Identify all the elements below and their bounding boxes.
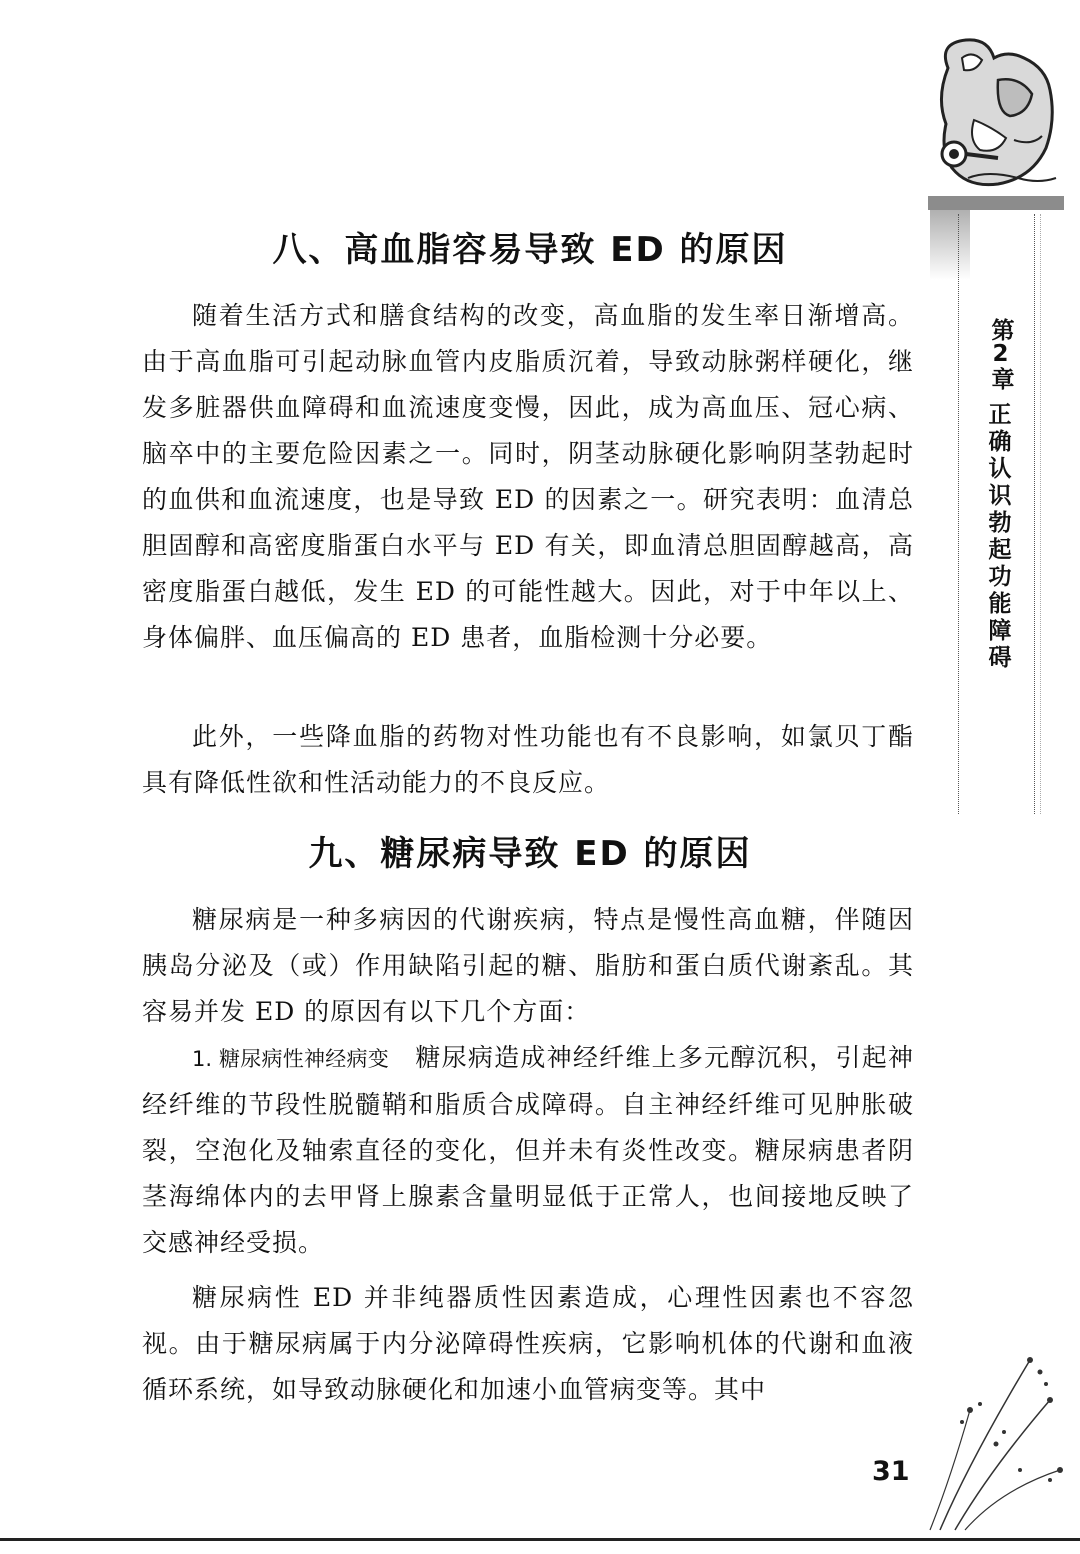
item-text: 糖尿病造成神经纤维上多元醇沉积，引起神经纤维的节段性脱髓鞘和脂质合成障碍。自主神经纤维可见肿胀破裂，空泡化及轴索直径的变化，但并未有炎性改变。糖尿病患者阴茎海绵体内的去甲肾上腺素含量明显低于正常人，也间接地反映了交感神经受损。	[142, 1043, 914, 1257]
chapter-side-tab	[978, 318, 1022, 672]
chapter-title-char: 障	[988, 618, 1012, 644]
item-label: 1. 糖尿病性神经病变	[192, 1047, 390, 1071]
chapter-number: 第2章	[987, 318, 1014, 390]
chapter-title-char: 勃	[988, 510, 1012, 536]
chapter-title-char: 确	[988, 429, 1012, 455]
tab-dotted-rule-left	[958, 214, 959, 814]
body-paragraph: 糖尿病是一种多病因的代谢疾病，特点是慢性高血糖，伴随因胰岛分泌及（或）作用缺陷引起的糖、脂肪和蛋白质代谢紊乱。其容易并发 ED 的原因有以下几个方面：	[142, 905, 914, 1026]
header-gray-fade	[930, 210, 970, 280]
chapter-title	[978, 402, 1022, 672]
muscle-figure-illustration	[928, 28, 1064, 198]
body-paragraph: 此外，一些降血脂的药物对性功能也有不良影响，如氯贝丁酯具有降低性欲和性活动能力的不良反应。	[142, 722, 914, 797]
body-paragraph: 随着生活方式和膳食结构的改变，高血脂的发生率日渐增高。由于高血脂可引起动脉血管内皮脂质沉着，导致动脉粥样硬化，继发多脏器供血障碍和血流速度变慢，因此，成为高血压、冠心病、脑卒中的主要危险因素之一。同时，阴茎动脉硬化影响阴茎勃起时的血供和血流速度，也是导致 ED 的因素之一。研究表明：血清总胆固醇和高密度脂蛋白水平与 ED 有关，即血清总胆固醇越高，高密度脂蛋白越低，发生 ED 的可能性越大。因此，对于中年以上、身体偏胖、血压偏高的 ED 患者，血脂检测十分必要。	[142, 301, 914, 652]
chapter-title-char: 正	[988, 402, 1012, 428]
section-heading-hyperlipidemia: 八、高血脂容易导致 ED 的原因	[272, 230, 788, 270]
footer-rule	[0, 1538, 1080, 1541]
chapter-title-char: 碍	[988, 645, 1012, 671]
header-gray-bar	[928, 196, 1064, 210]
tab-dotted-rule-outer	[1040, 214, 1041, 814]
page-number: 31	[872, 1456, 910, 1487]
chapter-title-char: 认	[988, 456, 1012, 482]
numbered-item-paragraph	[142, 1035, 914, 1266]
tab-dotted-rule-right	[1034, 214, 1035, 814]
floral-spray-ornament	[900, 1340, 1070, 1540]
section-heading-diabetes: 九、糖尿病导致 ED 的原因	[308, 834, 752, 874]
chapter-title-char: 起	[988, 537, 1012, 563]
chapter-title-char: 能	[988, 591, 1012, 617]
body-paragraph: 糖尿病性 ED 并非纯器质性因素造成，心理性因素也不容忽视。由于糖尿病属于内分泌障碍性疾病，它影响机体的代谢和血液循环系统，如导致动脉硬化和加速小血管病变等。其中	[142, 1283, 914, 1404]
chapter-title-char: 识	[988, 483, 1012, 509]
chapter-title-char: 功	[988, 564, 1012, 590]
